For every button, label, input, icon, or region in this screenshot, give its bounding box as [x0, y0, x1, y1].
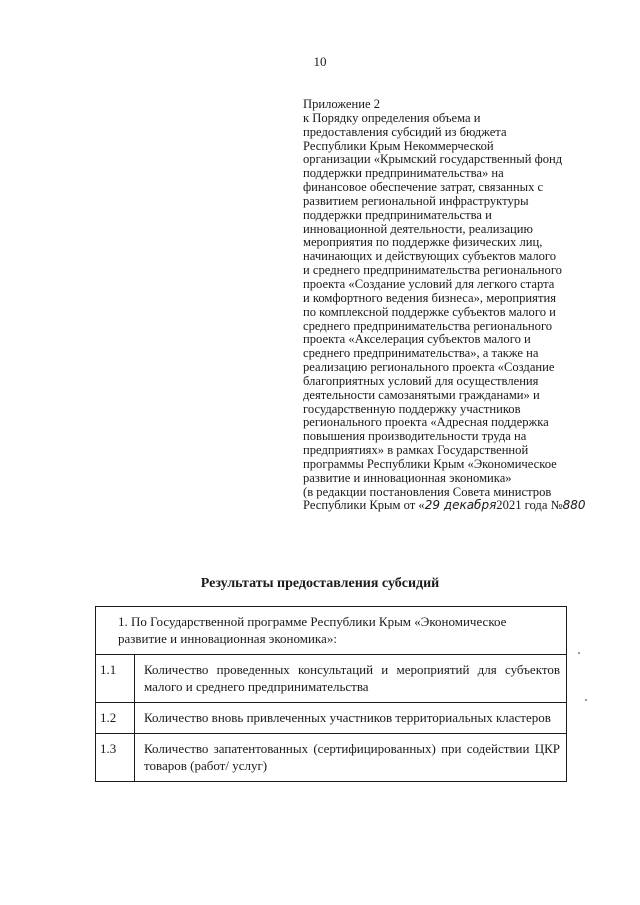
- appendix-line: регионального проекта «Адресная поддержка: [303, 415, 549, 430]
- appendix-line: среднего предпринимательства регионального: [303, 318, 553, 333]
- appendix-line: поддержки предпринимательства и: [303, 207, 492, 222]
- page-number: 10: [313, 54, 327, 69]
- appendix-line: к Порядку определения объема и: [303, 110, 481, 125]
- row-number: 1.1: [96, 655, 135, 703]
- table-header-cell: 1. По Государственной программе Республики Крым «Экономическое развитие и инновационная экономика»:: [96, 607, 567, 655]
- appendix-line: Приложение 2: [303, 97, 381, 111]
- appendix-line: и среднего предпринимательства регионального: [303, 263, 562, 278]
- row-number: 1.3: [96, 734, 135, 782]
- appendix-line: среднего предпринимательства», а также на: [303, 346, 539, 361]
- row-number: 1.2: [96, 703, 135, 734]
- appendix-line: Республики Крым Некоммерческой: [303, 138, 494, 153]
- handwritten-date: 29 декабря: [424, 498, 497, 513]
- appendix-line: организации «Крымский государственный фонд: [303, 152, 563, 167]
- handwritten-number: 880: [562, 498, 586, 513]
- scan-speck: [578, 652, 580, 654]
- row-text: Количество вновь привлеченных участников территориальных кластеров: [135, 703, 567, 734]
- appendix-block: [303, 98, 603, 513]
- table-row: [96, 734, 567, 782]
- appendix-line: повышения производительности труда на: [303, 429, 527, 444]
- appendix-line: проекта «Создание условий для легкого старта: [303, 276, 555, 291]
- row-text: Количество проведенных консультаций и мероприятий для субъектов малого и среднего предпринимательства: [135, 655, 567, 703]
- appendix-last-line: [303, 499, 603, 513]
- appendix-line: поддержки предпринимательства» на: [303, 166, 504, 181]
- appendix-year: 2021 года №: [496, 498, 563, 513]
- table-row: [96, 703, 567, 734]
- appendix-line: благоприятных условий для осуществления: [303, 373, 539, 388]
- appendix-line: (в редакции постановления Совета министров: [303, 484, 552, 499]
- table-header-row: [96, 607, 567, 655]
- appendix-line: по комплексной поддержке субъектов малого и: [303, 304, 556, 319]
- appendix-line: проекта «Акселерация субъектов малого и: [303, 332, 531, 347]
- appendix-line: начинающих и действующих субъектов малого: [303, 249, 557, 264]
- appendix-line: инновационной деятельности, реализацию: [303, 221, 533, 236]
- scan-speck: [585, 699, 587, 701]
- appendix-line: государственную поддержку участников: [303, 401, 521, 416]
- appendix-line-prefix: Республики Крым от «: [303, 498, 425, 513]
- table-row: [96, 655, 567, 703]
- appendix-line: предоставления субсидий из бюджета: [303, 124, 507, 139]
- appendix-line: развитие и инновационная экономика»: [303, 470, 512, 485]
- appendix-line: развитием региональной инфраструктуры: [303, 193, 529, 208]
- row-text: Количество запатентованных (сертифицированных) при содействии ЦКР товаров (работ/ услуг): [135, 734, 567, 782]
- section-title: Результаты предоставления субсидий: [200, 576, 440, 591]
- appendix-line: реализацию регионального проекта «Создание: [303, 360, 555, 375]
- appendix-line: деятельности самозанятыми гражданами» и: [303, 387, 540, 402]
- appendix-line: и комфортного ведения бизнеса», мероприятия: [303, 290, 556, 305]
- results-table: [95, 606, 567, 782]
- appendix-line: программы Республики Крым «Экономическое: [303, 456, 557, 471]
- appendix-line: предприятиях» в рамках Государственной: [303, 443, 529, 458]
- appendix-line: финансовое обеспечение затрат, связанных с: [303, 180, 544, 195]
- appendix-line: мероприятия по поддержке физических лиц,: [303, 235, 543, 250]
